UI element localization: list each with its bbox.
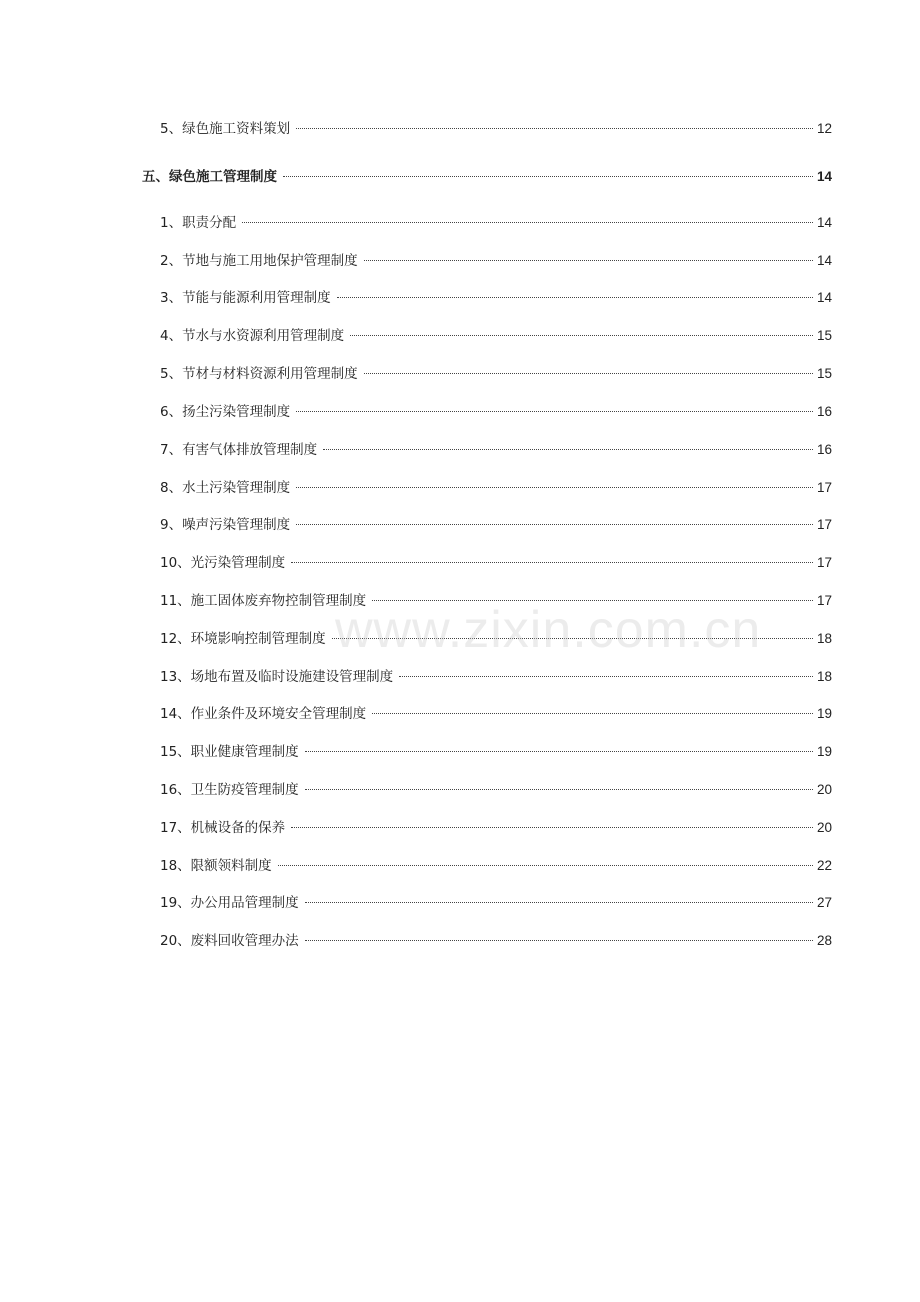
toc-dot-leader xyxy=(350,334,813,336)
toc-dot-leader xyxy=(296,127,813,129)
toc-page-number: 20 xyxy=(816,782,832,797)
toc-entry[interactable] xyxy=(160,855,832,877)
toc-dot-leader xyxy=(399,675,813,677)
toc-entry-label: 13、场地布置及临时设施建设管理制度 xyxy=(160,669,394,685)
toc-dot-leader xyxy=(278,864,813,866)
toc-entry[interactable] xyxy=(160,590,832,612)
toc-dot-leader xyxy=(291,561,813,563)
toc-page-number: 15 xyxy=(816,328,832,343)
toc-entry-label: 17、机械设备的保养 xyxy=(160,820,286,836)
toc-entry[interactable] xyxy=(160,325,832,347)
toc-page-number: 18 xyxy=(816,669,832,684)
toc-entry[interactable] xyxy=(160,552,832,574)
toc-entry-label: 5、绿色施工资料策划 xyxy=(160,121,291,137)
toc-page-number: 17 xyxy=(816,593,832,608)
toc-entry-label: 9、噪声污染管理制度 xyxy=(160,517,291,533)
toc-page-number: 14 xyxy=(816,169,832,184)
toc-page-number: 16 xyxy=(816,442,832,457)
toc-dot-leader xyxy=(296,523,813,525)
toc-entry[interactable] xyxy=(160,401,832,423)
toc-dot-leader xyxy=(291,826,813,828)
toc-dot-leader xyxy=(305,901,813,903)
toc-entry-label: 7、有害气体排放管理制度 xyxy=(160,442,318,458)
toc-page-number: 28 xyxy=(816,933,832,948)
toc-entry-label: 11、施工固体废弃物控制管理制度 xyxy=(160,593,367,609)
toc-entry-label: 5、节材与材料资源利用管理制度 xyxy=(160,366,358,382)
toc-page-number: 17 xyxy=(816,555,832,570)
toc-dot-leader xyxy=(372,712,813,714)
toc-entry[interactable] xyxy=(160,703,832,725)
toc-dot-leader xyxy=(364,372,813,374)
toc-page-number: 14 xyxy=(816,290,832,305)
toc-entry[interactable] xyxy=(160,477,832,499)
toc-entry[interactable] xyxy=(160,892,832,914)
toc-page-number: 20 xyxy=(816,820,832,835)
toc-page-number: 22 xyxy=(816,858,832,873)
toc-page-number: 17 xyxy=(816,480,832,495)
toc-dot-leader xyxy=(372,599,813,601)
toc-entry-label: 10、光污染管理制度 xyxy=(160,555,286,571)
toc-entry[interactable] xyxy=(160,514,832,536)
toc-dot-leader xyxy=(323,448,813,450)
toc-entry-label: 18、限额领料制度 xyxy=(160,858,272,874)
toc-entry-label: 19、办公用品管理制度 xyxy=(160,895,299,911)
toc-page-number: 15 xyxy=(816,366,832,381)
toc-entry-label: 8、水土污染管理制度 xyxy=(160,480,291,496)
toc-page-number: 16 xyxy=(816,404,832,419)
toc-dot-leader xyxy=(364,259,813,261)
toc-entry[interactable] xyxy=(160,363,832,385)
toc-section-heading[interactable] xyxy=(142,166,832,188)
toc-dot-leader xyxy=(242,221,813,223)
toc-entry[interactable] xyxy=(160,930,832,952)
toc-entry[interactable] xyxy=(160,741,832,763)
toc-dot-leader xyxy=(305,939,813,941)
toc-dot-leader xyxy=(337,296,813,298)
toc-page-number: 12 xyxy=(816,121,832,136)
toc-entry[interactable] xyxy=(160,118,832,140)
toc-page-number: 17 xyxy=(816,517,832,532)
toc-dot-leader xyxy=(296,486,813,488)
toc-entry[interactable] xyxy=(160,439,832,461)
toc-dot-leader xyxy=(283,175,813,177)
toc-page-number: 14 xyxy=(816,253,832,268)
toc-entry-label: 15、职业健康管理制度 xyxy=(160,744,299,760)
toc-page-number: 18 xyxy=(816,631,832,646)
toc-page-number: 27 xyxy=(816,895,832,910)
toc-dot-leader xyxy=(305,788,813,790)
toc-entry-label: 3、节能与能源利用管理制度 xyxy=(160,290,331,306)
toc-entry-label: 五、绿色施工管理制度 xyxy=(142,169,277,185)
toc-entry-label: 16、卫生防疫管理制度 xyxy=(160,782,299,798)
toc-entry[interactable] xyxy=(160,779,832,801)
toc-dot-leader xyxy=(305,750,813,752)
toc-dot-leader xyxy=(332,637,813,639)
toc-entry[interactable] xyxy=(160,250,832,272)
toc-page-number: 19 xyxy=(816,744,832,759)
watermark-text: www.zixin.com.cn xyxy=(335,601,762,659)
toc-entry[interactable] xyxy=(160,666,832,688)
toc-entry-label: 6、扬尘污染管理制度 xyxy=(160,404,291,420)
toc-entry[interactable] xyxy=(160,628,832,650)
toc-entry[interactable] xyxy=(160,287,832,309)
toc-entry-label: 12、环境影响控制管理制度 xyxy=(160,631,326,647)
toc-dot-leader xyxy=(296,410,813,412)
toc-entry-label: 4、节水与水资源利用管理制度 xyxy=(160,328,345,344)
toc-entry-label: 14、作业条件及环境安全管理制度 xyxy=(160,706,367,722)
toc-entry-label: 1、职责分配 xyxy=(160,215,237,231)
toc-entry[interactable] xyxy=(160,817,832,839)
toc-entry-label: 20、废料回收管理办法 xyxy=(160,933,299,949)
toc-page-number: 14 xyxy=(816,215,832,230)
toc-page-number: 19 xyxy=(816,706,832,721)
toc-entry-label: 2、节地与施工用地保护管理制度 xyxy=(160,253,358,269)
toc-entry[interactable] xyxy=(160,212,832,234)
